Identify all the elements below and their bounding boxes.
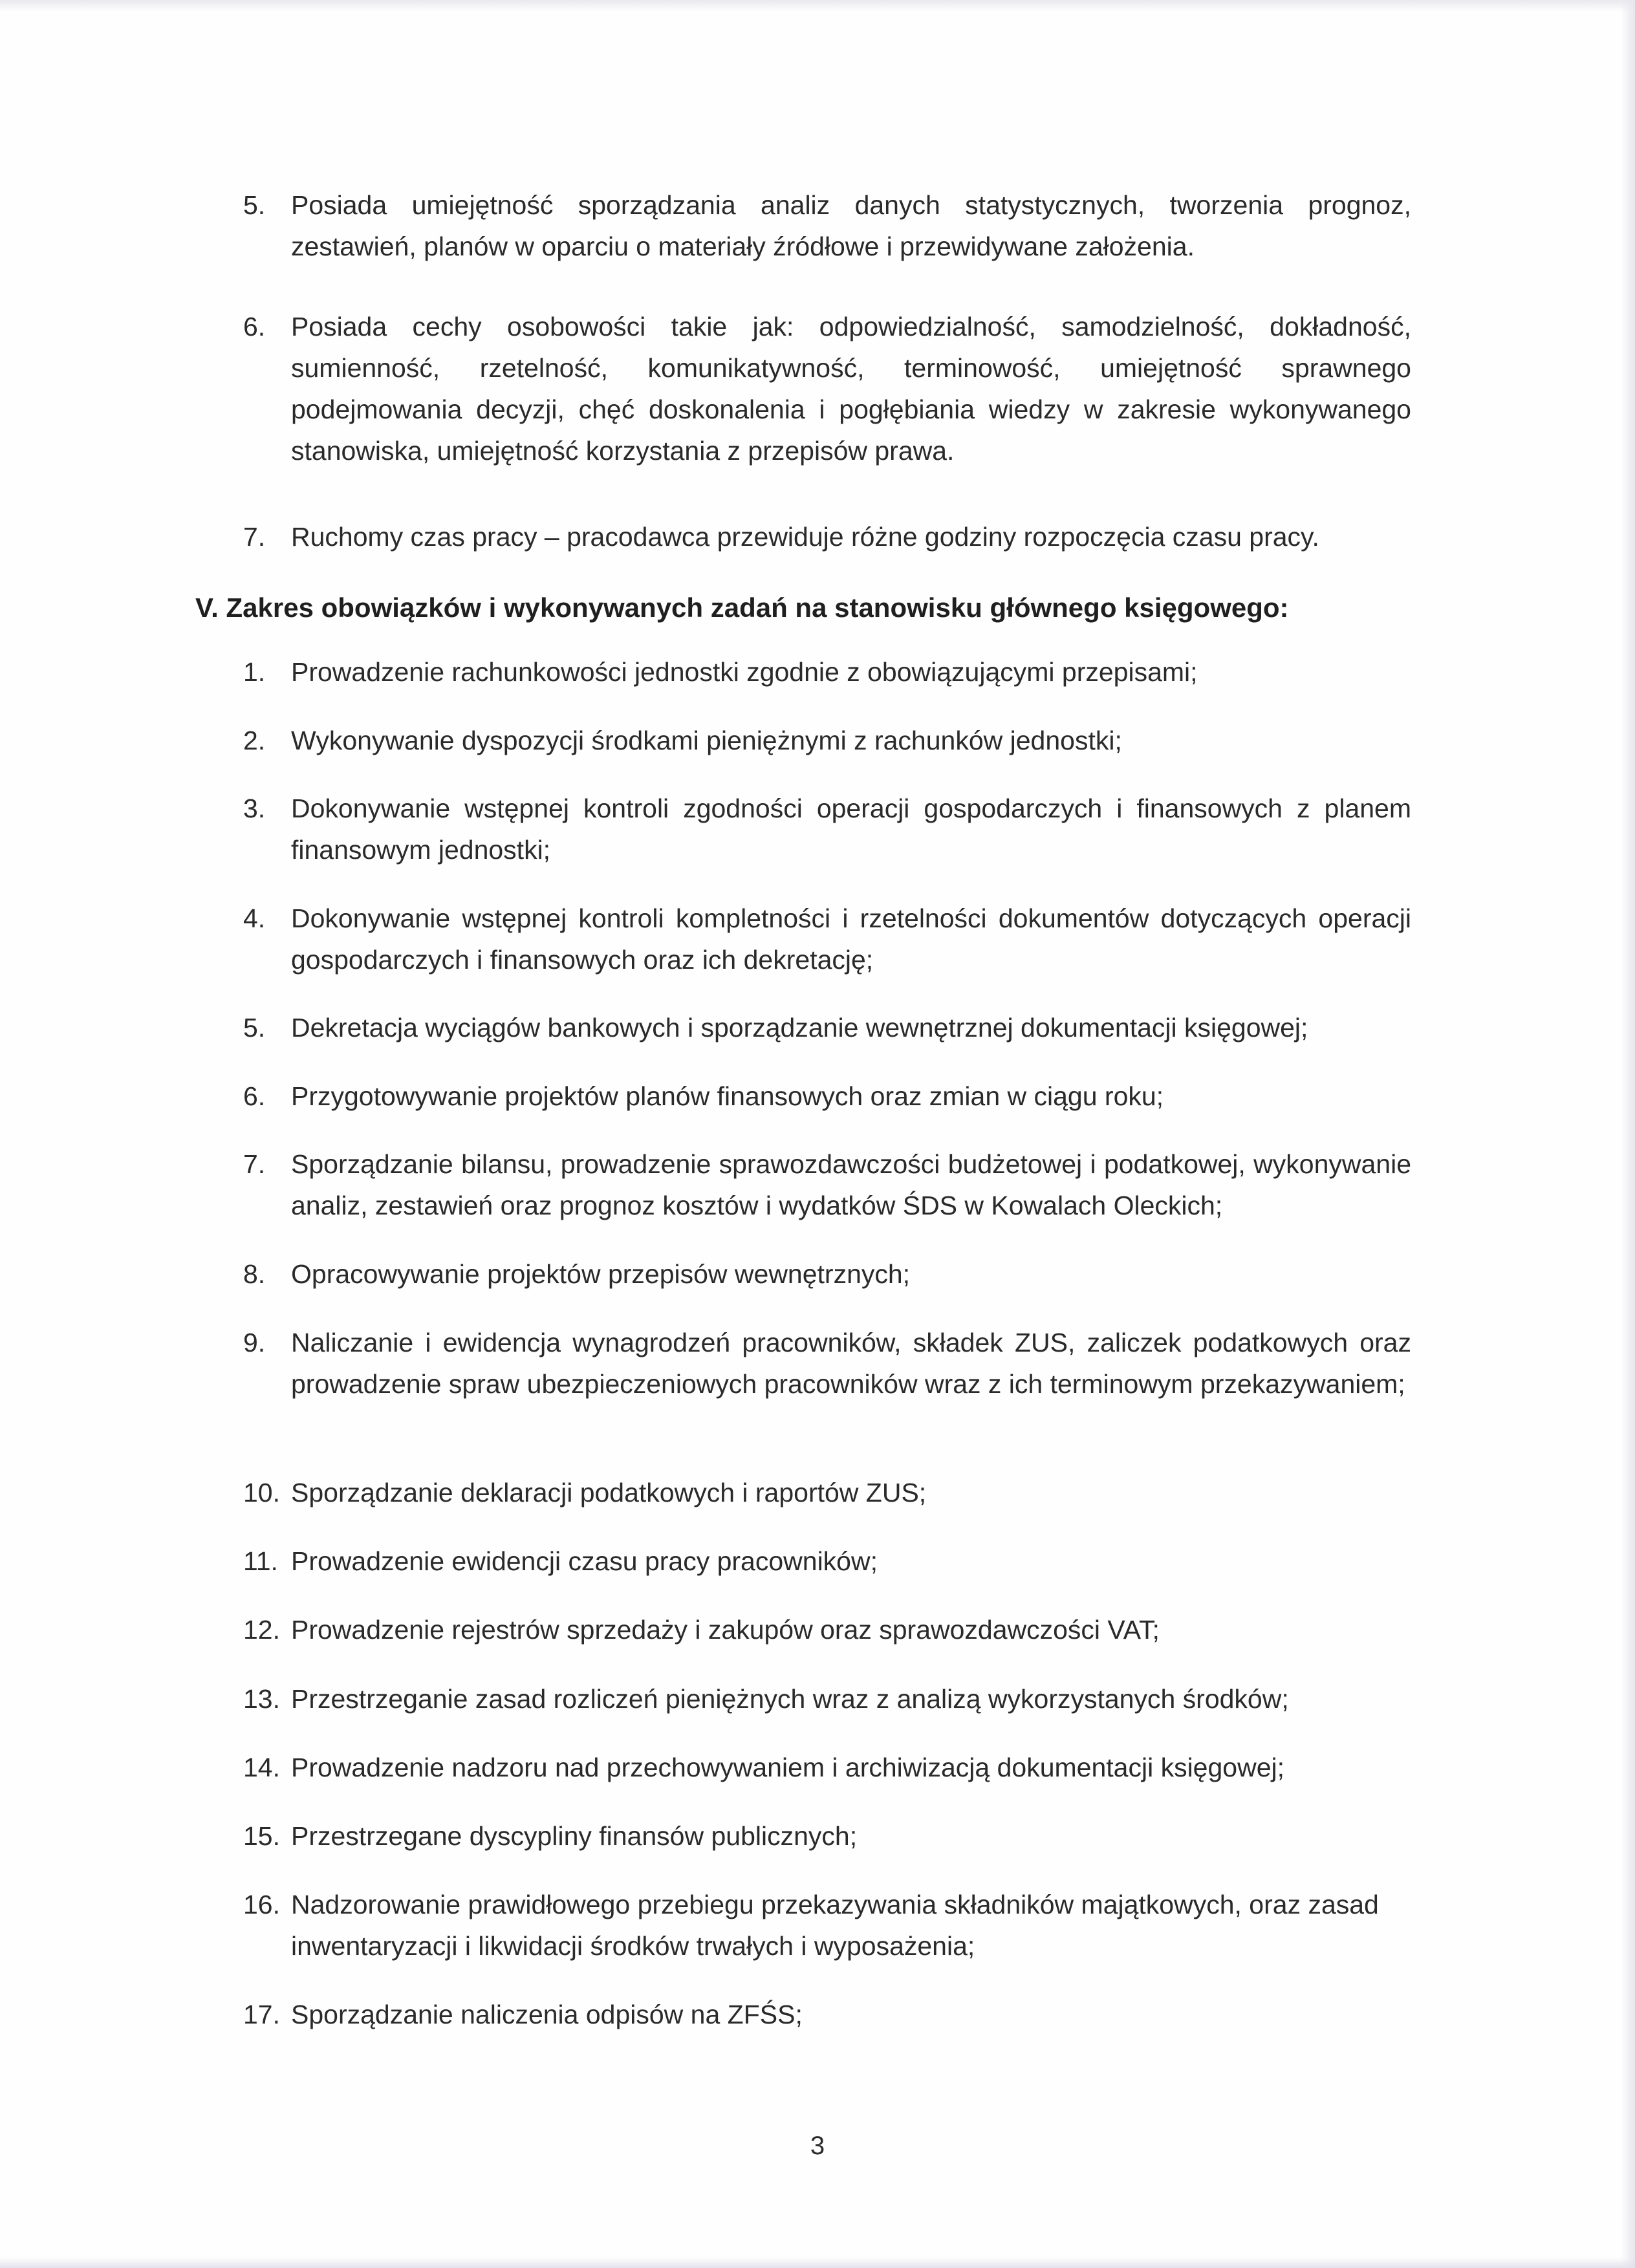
item-text: Opracowywanie projektów przepisów wewnętrznych; — [291, 1259, 911, 1289]
duty-item — [243, 1007, 1411, 1048]
item-text: Ruchomy czas pracy – pracodawca przewiduje różne godziny rozpoczęcia czasu pracy. — [291, 522, 1319, 552]
item-number: 17. — [243, 2000, 280, 2029]
item-text: Sporządzanie bilansu, prowadzenie sprawozdawczości budżetowej i podatkowej, wykonywanie analiz, zestawień oraz prognoz kosztów i wydatków ŚDS w Kowalach Oleckich; — [291, 1149, 1411, 1220]
item-number: 2. — [243, 726, 266, 755]
item-number: 5. — [243, 1013, 266, 1042]
page-number: 3 — [810, 2132, 825, 2160]
requirement-item — [243, 184, 1411, 267]
duty-item — [243, 1747, 1411, 1788]
item-number: 3. — [243, 794, 266, 823]
item-number: 5. — [243, 190, 266, 220]
duty-item — [243, 1678, 1411, 1720]
item-text: Wykonywanie dyspozycji środkami pieniężnymi z rachunków jednostki; — [291, 726, 1122, 755]
section-heading: V. Zakres obowiązków i wykonywanych zadań na stanowisku głównego księgowego: — [195, 592, 1289, 623]
item-text: Dokonywanie wstępnej kontroli zgodności operacji gospodarczych i finansowych z planem finansowym jednostki; — [291, 794, 1411, 865]
requirement-item — [243, 306, 1411, 471]
duty-item — [243, 1609, 1411, 1650]
item-text: Posiada umiejętność sporządzania analiz danych statystycznych, tworzenia prognoz, zestawień, planów w oparciu o materiały źródłowe i przewidywane założenia. — [291, 190, 1411, 261]
item-text: Przygotowywanie projektów planów finansowych oraz zmian w ciągu roku; — [291, 1081, 1164, 1111]
item-text: Prowadzenie nadzoru nad przechowywaniem i archiwizacją dokumentacji księgowej; — [291, 1753, 1284, 1782]
duty-item — [243, 1994, 1411, 2035]
duty-item — [243, 1143, 1411, 1226]
item-number: 9. — [243, 1328, 266, 1357]
item-text: Przestrzeganie zasad rozliczeń pieniężnych wraz z analizą wykorzystanych środków; — [291, 1684, 1289, 1714]
item-number: 13. — [243, 1684, 280, 1714]
scan-edge-right — [1621, 0, 1635, 2268]
duty-item — [243, 1253, 1411, 1295]
item-text: Sporządzanie naliczenia odpisów na ZFŚS; — [291, 2000, 803, 2029]
item-number: 12. — [243, 1615, 280, 1645]
item-text: Prowadzenie rachunkowości jednostki zgodnie z obowiązującymi przepisami; — [291, 657, 1198, 687]
duty-item — [243, 1540, 1411, 1582]
scan-edge-top — [0, 0, 1635, 12]
item-number: 11. — [243, 1546, 278, 1576]
item-text: Posiada cechy osobowości takie jak: odpowiedzialność, samodzielność, dokładność, sumienność, rzetelność, komunikatywność, terminowość, umiejętność sprawnego podejmowania decyzji, chęć doskonalenia i pogłębiania wiedzy w zakresie wykonywanego stanowiska, umiejętność korzystania z przepisów prawa. — [291, 312, 1411, 466]
item-text: Przestrzegane dyscypliny finansów publicznych; — [291, 1821, 858, 1851]
duty-item — [243, 1075, 1411, 1117]
item-number: 8. — [243, 1259, 266, 1289]
item-number: 15. — [243, 1821, 280, 1851]
duty-item — [243, 788, 1411, 870]
item-number: 7. — [243, 1149, 266, 1179]
duty-item — [243, 1884, 1411, 1967]
item-text: Prowadzenie ewidencji czasu pracy pracowników; — [291, 1546, 878, 1576]
duty-item — [243, 1322, 1411, 1405]
duty-item — [243, 898, 1411, 980]
item-number: 16. — [243, 1890, 280, 1919]
duty-item — [243, 1815, 1411, 1857]
item-number: 4. — [243, 903, 266, 933]
duty-item — [243, 651, 1411, 693]
item-text: Naliczanie i ewidencja wynagrodzeń pracowników, składek ZUS, zaliczek podatkowych oraz prowadzenie spraw ubezpieczeniowych pracowników wraz z ich terminowym przekazywaniem; — [291, 1328, 1411, 1399]
item-number: 6. — [243, 312, 266, 341]
item-number: 1. — [243, 657, 266, 687]
duty-item — [243, 720, 1411, 761]
item-text: Sporządzanie deklaracji podatkowych i raportów ZUS; — [291, 1478, 927, 1507]
duty-item — [243, 1472, 1411, 1513]
item-number: 6. — [243, 1081, 266, 1111]
item-text: Nadzorowanie prawidłowego przebiegu przekazywania składników majątkowych, oraz zasad inwentaryzacji i likwidacji środków trwałych i wyposażenia; — [291, 1890, 1379, 1961]
item-text: Prowadzenie rejestrów sprzedaży i zakupów oraz sprawozdawczości VAT; — [291, 1615, 1160, 1645]
item-number: 10. — [243, 1478, 280, 1507]
scan-edge-bottom — [0, 2258, 1635, 2268]
requirement-item — [243, 516, 1411, 557]
item-text: Dokonywanie wstępnej kontroli kompletności i rzetelności dokumentów dotyczących operacji gospodarczych i finansowych oraz ich dekretację; — [291, 903, 1411, 975]
item-text: Dekretacja wyciągów bankowych i sporządzanie wewnętrznej dokumentacji księgowej; — [291, 1013, 1308, 1042]
item-number: 7. — [243, 522, 266, 552]
item-number: 14. — [243, 1753, 280, 1782]
